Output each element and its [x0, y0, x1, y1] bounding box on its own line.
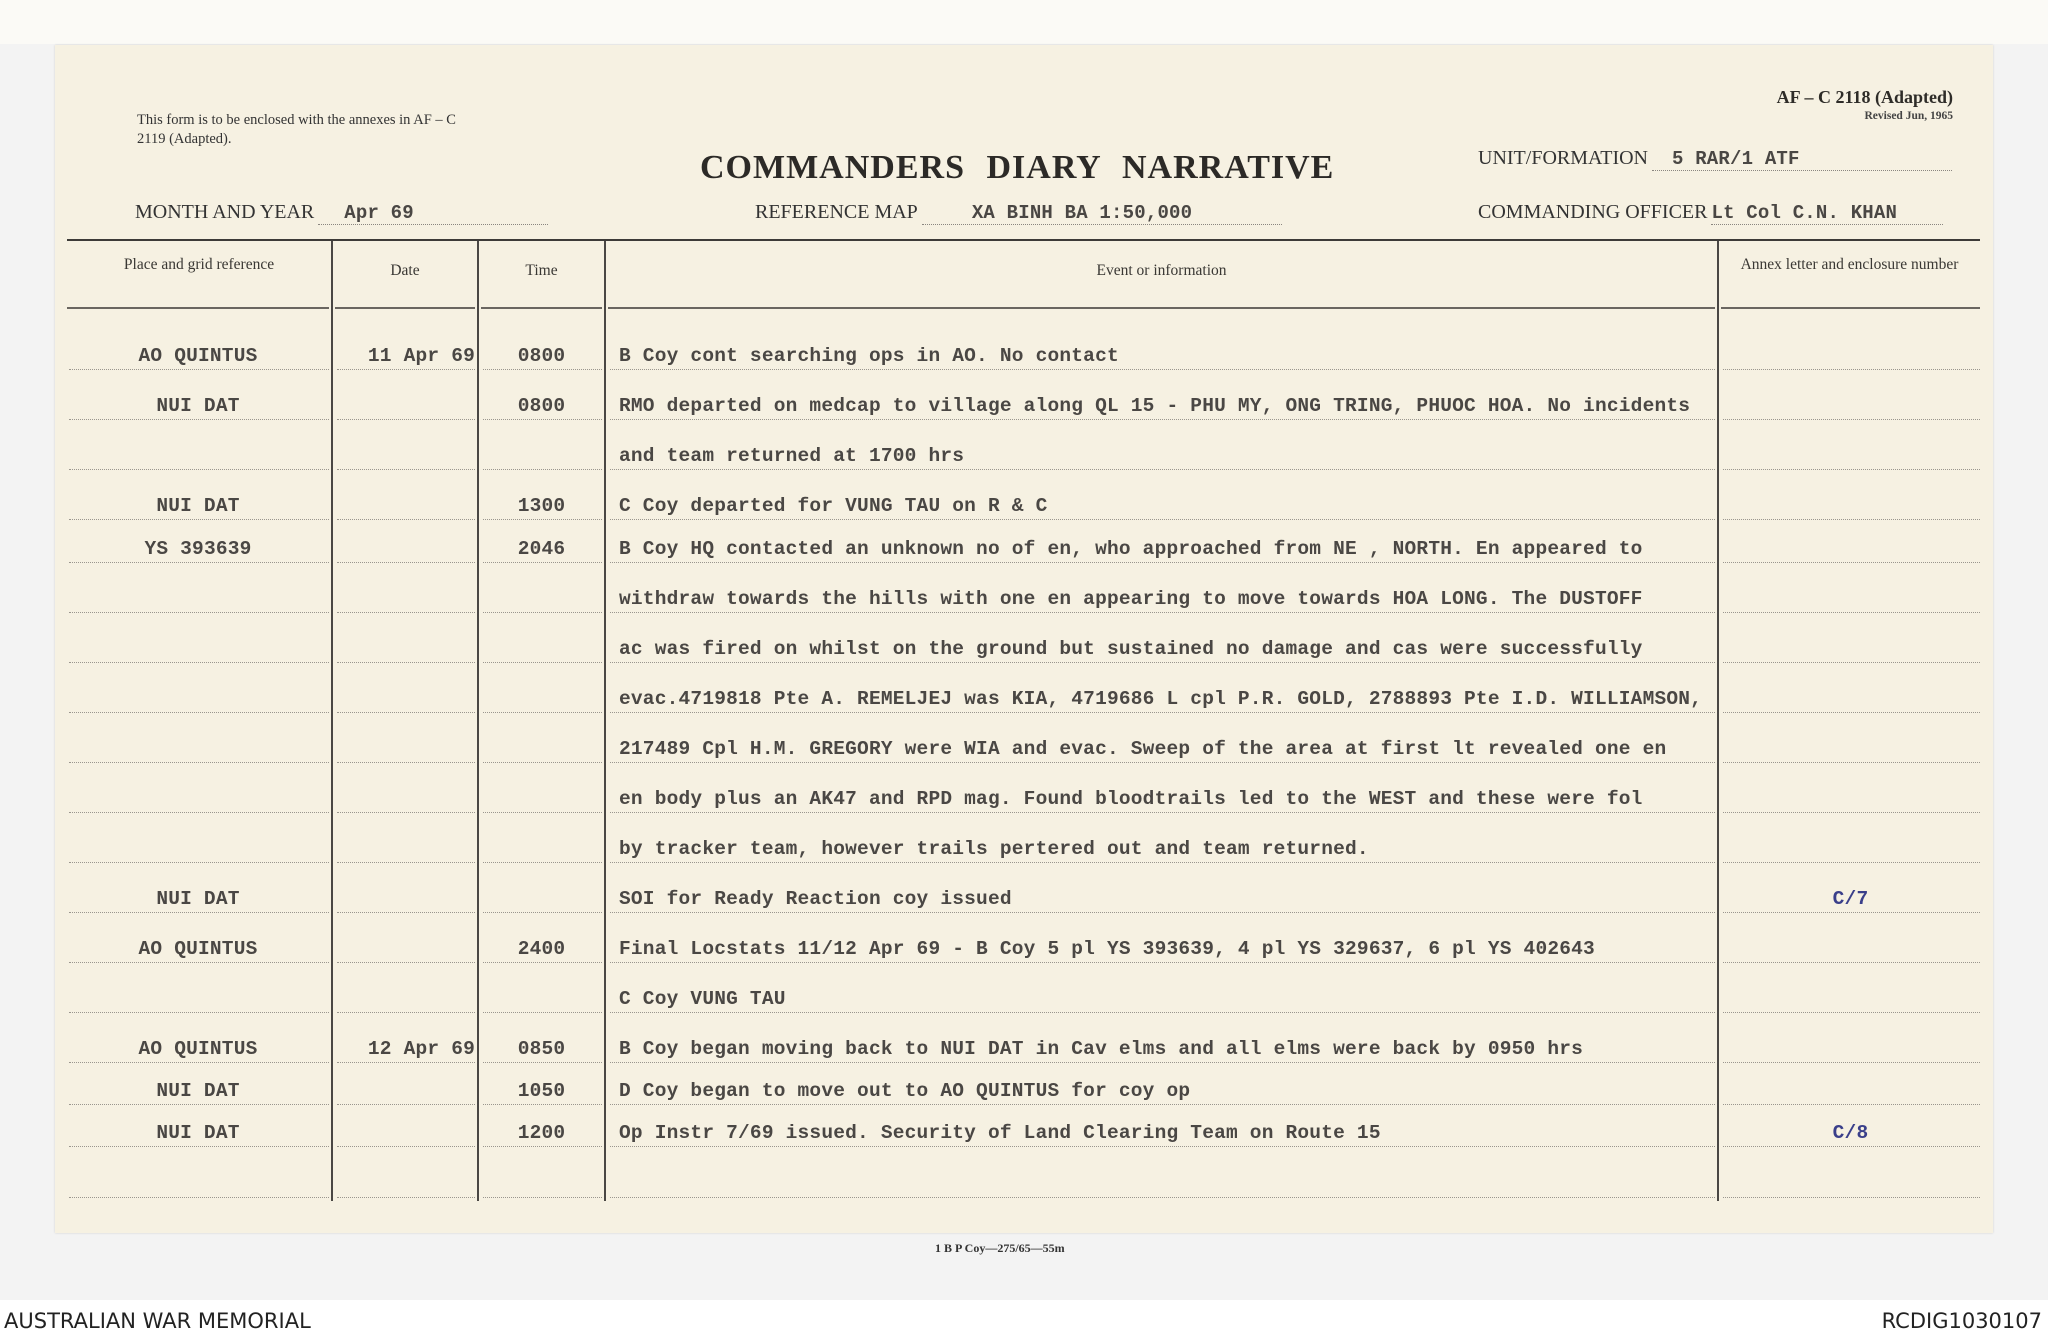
dotted-guide-line: [483, 519, 602, 520]
col-divider-time: [604, 241, 606, 1201]
dotted-guide-line: [483, 1012, 602, 1013]
event-cell: B Coy cont searching ops in AO. No contact: [619, 345, 1119, 367]
dotted-guide-line: [337, 662, 475, 663]
dotted-guide-line: [610, 369, 1715, 370]
dotted-guide-line: [69, 519, 329, 520]
month-year-value: Apr 69: [344, 202, 414, 224]
dotted-guide-line: [610, 469, 1715, 470]
dotted-guide-line: [337, 862, 475, 863]
dotted-guide-line: [337, 762, 475, 763]
commanding-officer-value: Lt Col C.N. KHAN: [1711, 202, 1898, 224]
dotted-guide-line: [337, 962, 475, 963]
dotted-guide-line: [337, 1104, 475, 1105]
unit-formation-line: [1652, 148, 1952, 171]
place-cell: NUI DAT: [156, 888, 240, 910]
col-divider-event: [1717, 241, 1719, 1201]
dotted-guide-line: [483, 1062, 602, 1063]
time-cell: 1200: [517, 1122, 566, 1144]
dotted-guide-line: [69, 712, 329, 713]
record-id: RCDIG1030107: [1881, 1309, 2042, 1333]
dotted-guide-line: [483, 662, 602, 663]
dotted-guide-line: [337, 369, 475, 370]
reference-map-line: [922, 202, 1282, 225]
dotted-guide-line: [1723, 662, 1980, 663]
time-cell: 1050: [517, 1080, 566, 1102]
dotted-guide-line: [610, 1146, 1715, 1147]
unit-formation-label: UNIT/FORMATION: [1478, 147, 1648, 169]
dotted-guide-line: [337, 469, 475, 470]
dotted-guide-line: [1723, 1062, 1980, 1063]
annex-cell: C/8: [1832, 1122, 1869, 1144]
time-cell: 0800: [517, 395, 566, 417]
revised-date: Revised Jun, 1965: [1864, 110, 1953, 122]
dotted-guide-line: [610, 1012, 1715, 1013]
dotted-guide-line: [69, 1012, 329, 1013]
unit-field-row-month: [135, 201, 548, 225]
dotted-guide-line: [1723, 862, 1980, 863]
event-cell: D Coy began to move out to AO QUINTUS for coy op: [619, 1080, 1191, 1102]
dotted-guide-line: [483, 419, 602, 420]
dotted-guide-line: [1723, 519, 1980, 520]
dotted-guide-line: [69, 562, 329, 563]
diary-form-sheet: [55, 45, 1993, 1255]
top-margin: [0, 0, 2048, 44]
event-cell: Final Locstats 11/12 Apr 69 - B Coy 5 pl YS 393639, 4 pl YS 329637, 6 pl YS 402643: [619, 938, 1595, 960]
form-number: AF – C 2118 (Adapted): [1776, 87, 1953, 107]
dotted-guide-line: [483, 962, 602, 963]
time-cell: 2400: [517, 938, 566, 960]
commanding-officer-line: [1711, 202, 1943, 225]
reference-map-label: REFERENCE MAP: [755, 201, 918, 223]
dotted-guide-line: [69, 1062, 329, 1063]
place-cell: NUI DAT: [156, 1080, 240, 1102]
header-date: Date: [390, 262, 420, 279]
event-cell: Op Instr 7/69 issued. Security of Land Clearing Team on Route 15: [619, 1122, 1381, 1144]
print-code: 1 B P Coy—275/65—55m: [935, 1241, 1065, 1255]
dotted-guide-line: [69, 762, 329, 763]
event-cell: en body plus an AK47 and RPD mag. Found bloodtrails led to the WEST and these were fol: [619, 788, 1643, 810]
place-cell: AO QUINTUS: [138, 1038, 258, 1060]
reference-map-row: [755, 201, 1282, 225]
dotted-guide-line: [1723, 712, 1980, 713]
dotted-guide-line: [610, 712, 1715, 713]
dotted-guide-line: [610, 519, 1715, 520]
col-divider-place: [331, 241, 333, 1201]
event-cell: B Coy began moving back to NUI DAT in Cav elms and all elms were back by 0950 hrs: [619, 1038, 1584, 1060]
event-cell: RMO departed on medcap to village along QL 15 - PHU MY, ONG TRING, PHUOC HOA. No incidents: [619, 395, 1691, 417]
dotted-guide-line: [69, 1146, 329, 1147]
place-cell: AO QUINTUS: [138, 938, 258, 960]
event-cell: B Coy HQ contacted an unknown no of en, who approached from NE , NORTH. En appeared to: [619, 538, 1643, 560]
dotted-guide-line: [610, 912, 1715, 913]
event-cell: SOI for Ready Reaction coy issued: [619, 888, 1012, 910]
dotted-guide-line: [483, 812, 602, 813]
event-cell: ac was fired on whilst on the ground but sustained no damage and cas were successfully: [619, 638, 1643, 660]
dotted-guide-line: [69, 912, 329, 913]
dotted-guide-line: [610, 612, 1715, 613]
place-cell: AO QUINTUS: [138, 345, 258, 367]
dotted-guide-line: [1723, 1146, 1980, 1147]
dotted-guide-line: [483, 1146, 602, 1147]
header-event: Event or information: [1096, 262, 1227, 279]
event-cell: by tracker team, however trails pertered out and team returned.: [619, 838, 1369, 860]
dotted-guide-line: [337, 1062, 475, 1063]
event-cell: C Coy VUNG TAU: [619, 988, 786, 1010]
month-year-line: [318, 202, 548, 225]
dotted-guide-line: [483, 369, 602, 370]
dotted-guide-line: [483, 612, 602, 613]
dotted-guide-line: [1723, 762, 1980, 763]
dotted-guide-line: [1723, 912, 1980, 913]
enclosure-note: This form is to be enclosed with the annexes in AF – C 2119 (Adapted).: [137, 112, 456, 147]
header-rule-place: [67, 307, 329, 309]
dotted-guide-line: [69, 612, 329, 613]
header-annex: Annex letter and enclosure number: [1740, 256, 1959, 273]
dotted-guide-line: [337, 812, 475, 813]
dotted-guide-line: [483, 562, 602, 563]
dotted-guide-line: [483, 912, 602, 913]
event-cell: evac.4719818 Pte A. REMELJEJ was KIA, 4719686 L cpl P.R. GOLD, 2788893 Pte I.D. WILLIAMSON,: [619, 688, 1703, 710]
annex-cell: C/7: [1832, 888, 1869, 910]
event-cell: C Coy departed for VUNG TAU on R & C: [619, 495, 1048, 517]
dotted-guide-line: [1723, 962, 1980, 963]
dotted-guide-line: [69, 419, 329, 420]
header-rule-event: [608, 307, 1715, 309]
dotted-guide-line: [337, 612, 475, 613]
dotted-guide-line: [337, 1197, 475, 1198]
col-divider-date: [477, 241, 479, 1201]
dotted-guide-line: [610, 1104, 1715, 1105]
commanding-officer-row: [1478, 201, 1943, 225]
time-cell: 1300: [517, 495, 566, 517]
dotted-guide-line: [1723, 812, 1980, 813]
dotted-guide-line: [69, 812, 329, 813]
time-cell: 0850: [517, 1038, 566, 1060]
reference-map-value: XA BINH BA 1:50,000: [971, 202, 1193, 224]
dotted-guide-line: [1723, 469, 1980, 470]
header-place: Place and grid reference: [123, 256, 275, 273]
time-cell: 2046: [517, 538, 566, 560]
dotted-guide-line: [610, 662, 1715, 663]
table-top-rule: [67, 239, 1980, 241]
dotted-guide-line: [1723, 369, 1980, 370]
dotted-guide-line: [69, 962, 329, 963]
dotted-guide-line: [337, 1146, 475, 1147]
month-year-label: MONTH AND YEAR: [135, 201, 315, 223]
dotted-guide-line: [1723, 1012, 1980, 1013]
place-cell: NUI DAT: [156, 495, 240, 517]
dotted-guide-line: [69, 662, 329, 663]
dotted-guide-line: [483, 1104, 602, 1105]
unit-formation-row: [1478, 147, 1952, 171]
dotted-guide-line: [1723, 612, 1980, 613]
dotted-guide-line: [1723, 1197, 1980, 1198]
commanding-officer-label: COMMANDING OFFICER: [1478, 201, 1708, 223]
dotted-guide-line: [337, 562, 475, 563]
dotted-guide-line: [69, 862, 329, 863]
date-cell: 12 Apr 69: [367, 1038, 475, 1060]
dotted-guide-line: [610, 562, 1715, 563]
header-time: Time: [525, 262, 558, 279]
place-cell: NUI DAT: [156, 1122, 240, 1144]
dotted-guide-line: [69, 1104, 329, 1105]
dotted-guide-line: [337, 912, 475, 913]
dotted-guide-line: [1723, 1104, 1980, 1105]
place-cell: YS 393639: [144, 538, 252, 560]
dotted-guide-line: [337, 712, 475, 713]
dotted-guide-line: [610, 1062, 1715, 1063]
event-cell: and team returned at 1700 hrs: [619, 445, 965, 467]
dotted-guide-line: [1723, 562, 1980, 563]
header-rule-date: [335, 307, 475, 309]
dotted-guide-line: [337, 1012, 475, 1013]
dotted-guide-line: [483, 469, 602, 470]
dotted-guide-line: [69, 1197, 329, 1198]
unit-formation-value: 5 RAR/1 ATF: [1672, 148, 1800, 170]
dotted-guide-line: [610, 812, 1715, 813]
dotted-guide-line: [610, 419, 1715, 420]
dotted-guide-line: [337, 519, 475, 520]
event-cell: withdraw towards the hills with one en appearing to move towards HOA LONG. The DUSTOFF: [619, 588, 1643, 610]
institution-credit: AUSTRALIAN WAR MEMORIAL: [4, 1309, 311, 1333]
place-cell: NUI DAT: [156, 395, 240, 417]
dotted-guide-line: [610, 862, 1715, 863]
event-cell: 217489 Cpl H.M. GREGORY were WIA and evac. Sweep of the area at first lt revealed one en: [619, 738, 1667, 760]
dotted-guide-line: [483, 712, 602, 713]
dotted-guide-line: [483, 1197, 602, 1198]
dotted-guide-line: [610, 1197, 1715, 1198]
dotted-guide-line: [483, 862, 602, 863]
dotted-guide-line: [337, 419, 475, 420]
time-cell: 0800: [517, 345, 566, 367]
form-title: COMMANDERS DIARY NARRATIVE: [700, 149, 1335, 186]
dotted-guide-line: [610, 962, 1715, 963]
header-rule-annex: [1721, 307, 1980, 309]
date-cell: 11 Apr 69: [367, 345, 475, 367]
dotted-guide-line: [69, 369, 329, 370]
dotted-guide-line: [69, 469, 329, 470]
dotted-guide-line: [1723, 419, 1980, 420]
header-rule-time: [481, 307, 602, 309]
dotted-guide-line: [610, 762, 1715, 763]
dotted-guide-line: [483, 762, 602, 763]
